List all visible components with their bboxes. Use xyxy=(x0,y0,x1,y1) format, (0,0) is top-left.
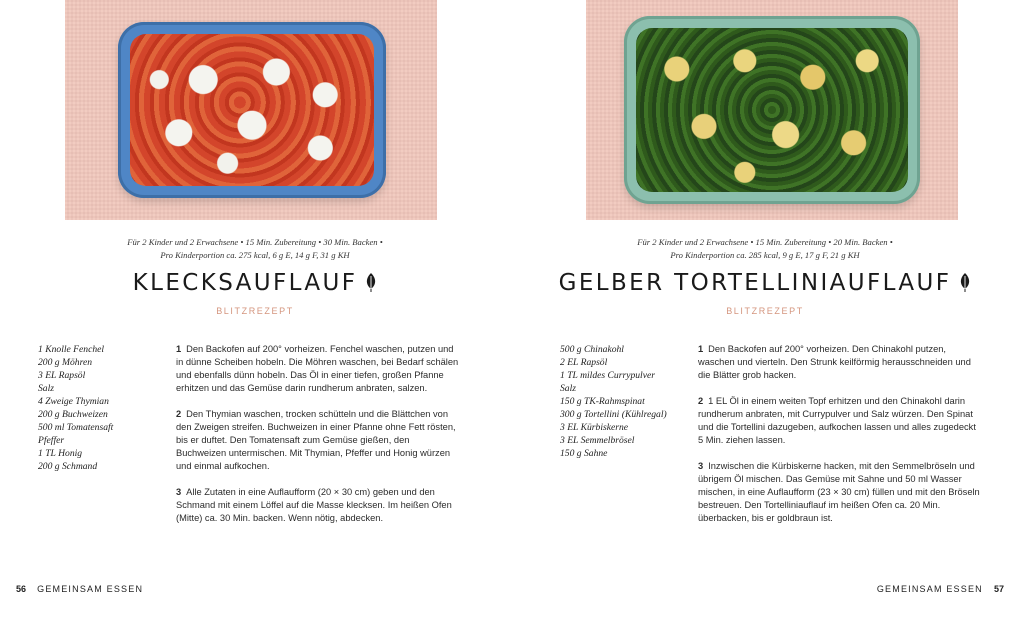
ingredient-list xyxy=(560,343,667,460)
ingredient-item: 1 Knolle Fenchel xyxy=(38,344,105,355)
ingredient-item: 300 g Tortellini (Kühlregal) xyxy=(560,409,667,420)
recipe-label: BLITZREZEPT xyxy=(216,306,294,316)
ingredient-item: 3 EL Kürbiskerne xyxy=(560,422,629,433)
step-number: 2 xyxy=(698,396,704,406)
instruction-step xyxy=(176,486,460,525)
instruction-step xyxy=(176,408,460,473)
ingredient-item: 500 g Chinakohl xyxy=(560,344,624,355)
step-number: 3 xyxy=(698,461,704,471)
recipe-title xyxy=(0,270,510,296)
page-footer xyxy=(877,584,1004,594)
ingredient-item: 3 EL Rapsöl xyxy=(38,370,86,381)
recipe-meta xyxy=(0,236,510,262)
recipe-title-text: GELBER TORTELLINIAUFLAUF xyxy=(558,270,952,296)
instruction-step xyxy=(698,395,982,447)
ingredient-item: 3 EL Semmelbrösel xyxy=(560,435,635,446)
ingredient-item: 150 g Sahne xyxy=(560,448,608,459)
right-page xyxy=(510,0,1020,618)
section-name: GEMEINSAM ESSEN xyxy=(876,584,983,594)
meta-line-nutrition: Pro Kinderportion ca. 275 kcal, 6 g E, 14 g F, 31 g KH xyxy=(160,250,350,260)
leaf-icon xyxy=(365,273,377,292)
meta-line-nutrition: Pro Kinderportion ca. 285 kcal, 9 g E, 17 g F, 21 g KH xyxy=(670,250,860,260)
recipe-title-text: KLECKSAUFLAUF xyxy=(132,270,358,296)
ingredient-item: 200 g Möhren xyxy=(38,357,93,368)
recipe-label: BLITZREZEPT xyxy=(726,306,804,316)
recipe-meta xyxy=(510,236,1020,262)
casserole-photo-tortelliniauflauf xyxy=(586,0,958,220)
instruction-steps xyxy=(698,343,982,538)
ingredient-item: 2 EL Rapsöl xyxy=(560,357,608,368)
step-number: 3 xyxy=(176,487,182,497)
ingredient-item: 500 ml Tomatensaft xyxy=(38,422,114,433)
ingredient-list xyxy=(38,343,113,473)
green-baking-dish xyxy=(624,16,920,204)
meta-line-servings: Für 2 Kinder und 2 Erwachsene • 15 Min. Zubereitung • 30 Min. Backen • xyxy=(127,237,383,247)
step-text: Inzwischen die Kürbiskerne hacken, mit den Semmelbröseln und übrigem Öl mischen. Das Gemüse mit Sahne und 50 ml Wasser mischen, in eine Auflaufform (23 × 30 cm) füllen und mit den Bröseln bestreuen. Den Tortelliniauflauf im heißen Ofen ca. 20 Min. überbacken, bis er goldbraun ist. xyxy=(698,461,980,523)
page-number: 56 xyxy=(16,584,27,594)
page-footer xyxy=(16,584,143,594)
step-text: Den Backofen auf 200° vorheizen. Den Chinakohl putzen, waschen und vierteln. Den Strunk keilförmig herausschneiden und die Blätter grob hacken. xyxy=(698,344,971,380)
ingredient-item: 1 TL mildes Currypulver xyxy=(560,370,655,381)
step-number: 2 xyxy=(176,409,182,419)
ingredient-item: 1 TL Honig xyxy=(38,448,83,459)
section-name: GEMEINSAM ESSEN xyxy=(37,584,144,594)
ingredient-item: 4 Zweige Thymian xyxy=(38,396,109,407)
step-text: Den Backofen auf 200° vorheizen. Fenchel waschen, putzen und in dünne Scheiben hobeln. Die Möhren waschen, bei Bedarf schälen und ebenfalls dünn hobeln. Das Öl in einer tiefen, großen Pfanne erhitzen und das Gemüse darin rundherum anbraten, salzen. xyxy=(176,344,459,393)
casserole-photo-klecksauflauf xyxy=(65,0,437,220)
instruction-step xyxy=(698,343,982,382)
step-text: Alle Zutaten in eine Auflaufform (20 × 30 cm) geben und den Schmand mit einem Löffel auf die Masse klecksen. Im heißen Ofen (Mitte) ca. 30 Min. backen. Wenn nötig, abdecken. xyxy=(176,487,452,523)
ingredient-item: Salz xyxy=(38,383,54,394)
ingredient-item: 150 g TK-Rahmspinat xyxy=(560,396,645,407)
step-text: 1 EL Öl in einem weiten Topf erhitzen und den Chinakohl darin rundherum anbraten, mit Currypulver und Salz würzen. Den Spinat und die Tortellini dazugeben, aufkochen lassen und alles zugedeckt 5 Min. ziehen lassen. xyxy=(698,396,976,445)
step-number: 1 xyxy=(176,344,182,354)
leaf-icon xyxy=(959,273,971,292)
step-text: Den Thymian waschen, trocken schütteln und die Blättchen von den Zweigen streifen. Buchweizen in einer Pfanne ohne Fett rösten, bis er duftet. Den Tomatensaft zum Gemüse gießen, den Buchweizen untermischen. Mit Thymian, Pfeffer und Honig würzen und einmal aufkochen. xyxy=(176,409,456,471)
ingredient-item: 200 g Schmand xyxy=(38,461,98,472)
page-number: 57 xyxy=(993,584,1004,594)
step-number: 1 xyxy=(698,344,704,354)
ingredient-item: 200 g Buchweizen xyxy=(38,409,108,420)
meta-line-servings: Für 2 Kinder und 2 Erwachsene • 15 Min. Zubereitung • 20 Min. Backen • xyxy=(637,237,893,247)
blue-baking-dish xyxy=(118,22,386,198)
instruction-step xyxy=(176,343,460,395)
ingredient-item: Pfeffer xyxy=(38,435,65,446)
ingredient-item: Salz xyxy=(560,383,576,394)
instruction-steps xyxy=(176,343,460,538)
recipe-title xyxy=(510,270,1020,296)
instruction-step xyxy=(698,460,982,525)
